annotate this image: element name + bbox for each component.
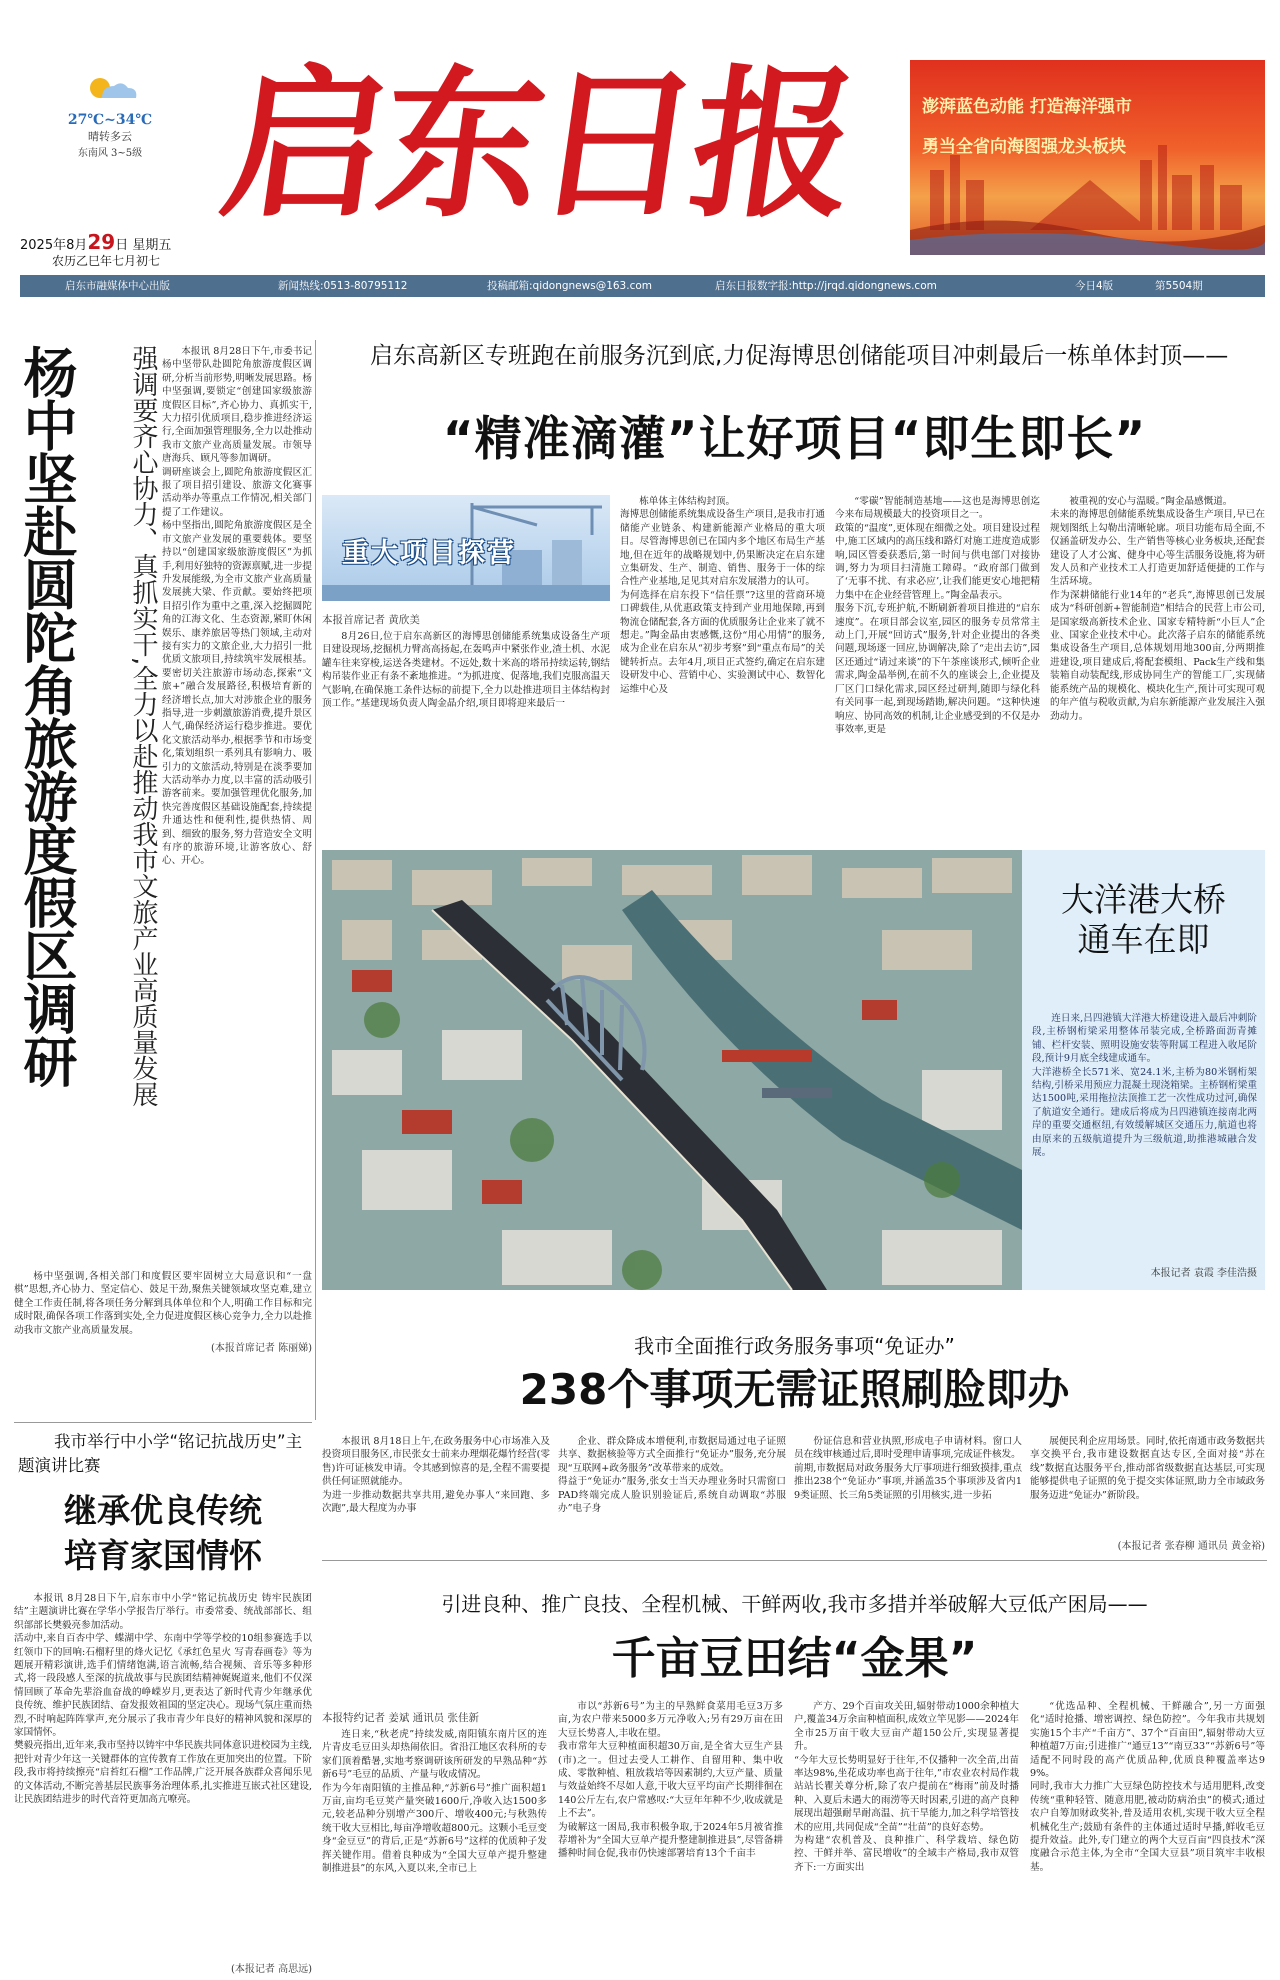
main-col-4-text: 被重视的安心与温暖。”陶金晶感慨道。 未来的海博思创储能系统集成设备生产项目,早已在规划图纸上勾勒出清晰轮廓。项目功能布局全面,不仅涵盖研发办公、生产销售等核心业务板块,还配套建设了人才公寓、健身中心等生活服务设施,将为研发人员和产业技术工人打造更加舒适便捷的工作与生活环境。 作为深耕储能行业14年的“老兵”,海博思创已发展成为“科研创新+智能制造”相结合的民营上市公司,是国家级高新技术企业、国家专精特新“小巨人”企业、国家企业技术中心。此次落子启东的储能系统集成设备生产项目,总体规划用地300亩,分两期推进建设,项目建成后,将配套模组、Pack生产线和集装箱自动装配线,形成协同生产的智能工厂,实现储能系统产品的规模化、模块化生产,预计可实现可观的年产值与税收贡献,为启东新能源产业发展注入强劲动力。: [1050, 496, 1265, 722]
main-story-title: “精准滴灌”让好项目“即生即长”: [442, 412, 1147, 467]
photo-story-text: 连日来,吕四港镇大洋港大桥建设进入最后冲刺阶段,主桥钢桁梁采用整体吊装完成,全桥路面沥青摊铺、栏杆安装、照明设施安装等附属工程进入收尾阶段,预计9月底全线建成通车。 大洋港桥全长571米、宽24.1米,主桥为80米钢桁架结构,引桥采用预应力混凝土现浇箱梁。主桥钢桁梁重达1500吨,采用拖拉法顶推工艺一次性成功过河,确保了航道安全通行。建成后将成为吕四港镇连接南北两岸的重要交通枢纽,有效缓解城区交通压力,航道也将由原来的五级航道提升为三级航道,助推港城融合发展。: [1032, 1013, 1257, 1159]
ad-line-2: 勇当全省向海图强龙头板块: [922, 137, 1126, 157]
exempt-col-4-text: 展便民利企应用场景。同时,依托南通市政务数据共享交换平台,我市建设数据直达专区,全面对接“苏在线”数据直达服务平台,推动部省级数据直达基层,可实现能够提供电子证照的免于提交实体证照,助力全市域政务服务迈进“免证办”新阶段。: [1030, 1436, 1265, 1501]
photo-byline: 本报记者 袁霞 李佳浩摄: [1150, 1268, 1257, 1279]
exempt-story-kicker: 我市全面推行政务服务事项“免证办”: [634, 1334, 955, 1358]
school-story-byline: (本报记者 高思远): [14, 1960, 312, 1975]
school-story-title-2: 培育家国情怀: [64, 1536, 262, 1575]
publisher: 启东市融媒体中心出版: [65, 280, 170, 292]
school-story-text: 本报讯 8月28日下午,启东市中小学“铭记抗战历史 铸牢民族团结”主题演讲比赛在学华小学报告厅举行。市委常委、统战部部长、组织部部长樊毅亮参加活动。 活动中,来自百杏中学、蝶湖中学、东南中学等学校的10组参赛选手以红领巾下的回响:石榴籽里的烽火记忆《承红色星火 写青春画卷》等为题展开精彩演讲,选手们情绪饱满,语言流畅,结合视频、音乐等多种形式,将一段段感人至深的抗战故事与民族团结精神娓娓道来,他们不仅深情回顾了革命先辈浴血奋战的峥嵘岁月,更表达了新时代青少年继承优良传统、维护民族团结、奋发报效祖国的坚定决心。现场气氛庄重而热烈,不时响起阵阵掌声,充分展示了我市青少年良好的精神风貌和深厚的家国情怀。 樊毅亮指出,近年来,我市坚持以铸牢中华民族共同体意识进校园为主线,把针对青少年这一关键群体的宣传教育工作放在更加突出的位置。下阶段,我市将持续擦亮“启苔红石榴”工作品牌,广泛开展各族群众喜闻乐见的文体活动,不断完善基层民族事务治理体系,扎实推进互嵌式社区建设,让民族团结进步的时代音符更加高亢嘹亮。: [14, 1593, 312, 1806]
main-story-byline: 本报首席记者 黄欣美: [322, 614, 420, 626]
left-story-byline: (本报首席记者 陈丽娣): [211, 1343, 312, 1355]
soy-col-3-text: 产方、29个百亩攻关田,辐射带动1000余种植大户,覆盖34万余亩种植面积,成效立竿见影——2024年全市25万亩干收大豆亩产超150公斤,实现显著提升。 “今年大豆长势明显好于往年,不仅播种一次全苗,出苗率达98%,坐花成功率也高于往年,”市农业农村局作栽站站长瞿关尊分析,除了农户提前在“梅雨”前及时播种、入夏后未遇大的雨涝等天时因素,引进的高产良种展现出超强耐旱耐高温、抗干旱能力,加之科学培管技术的应用,共同促成“全苗”“壮苗”的良好态势。 为构建“农机普及、良种推广、科学栽培、绿色防控、干鲜并举、富民增收”的全域丰产格局,我市双管齐下:一方面实出: [794, 1701, 1019, 1873]
exempt-col-2: [558, 1435, 786, 1553]
date-prefix: 2025年8月: [20, 238, 88, 253]
left-story-title: 杨中坚赴圆陀角旅游度假区调研: [15, 345, 78, 1087]
photo-story-title-1: 大洋港大桥: [1061, 880, 1226, 919]
submit-email: 投稿邮箱:qidongnews@163.com: [487, 280, 653, 292]
left-story-text: 本报讯 8月28日下午,市委书记杨中坚带队赴圆陀角旅游度假区调研,分析当前形势,明晰发展思路。杨中坚强调,要锁定“创建国家级旅游度假区目标”,齐心协力、真抓实干,大力招引优质项目,稳步推进经济运行,全面加强管理服务,全力以赴推动我市文旅产业高质量发展。市领导唐海兵、顾凡等参加调研。 调研座谈会上,圆陀角旅游度假区汇报了项目招引建设、旅游文化赛事活动举办等重点工作情况,相关部门提了工作建议。 杨中坚指出,圆陀角旅游度假区是全市文旅产业发展的重要载体。要坚持以“创建国家级旅游度假区”为抓手,利用好独特的资源禀赋,进一步提升发展能级,为全市文旅产业高质量发展挑大梁、作贡献。要始终把项目招引作为重中之重,深入挖掘圆陀角的江海文化、生态资源,紧盯休闲娱乐、康养旅居等热门领域,主动对接有实力的文旅企业,大力招引一批优质文旅项目,持续筑牢发展根基。要密切关注旅游市场动态,探索“文旅+”融合发展路径,积极培育新的经济增长点,加大对涉旅企业的服务指导,进一步刺激旅游消费,提升景区人气,确保经济运行稳步推进。要优化文旅活动举办,根据季节和市场变化,策划组织一系列具有影响力、吸引力的文旅活动,特别是在淡季要加大活动举办力度,以丰富的活动吸引游客前来。要加强管理优化服务,加快完善度假区基础设施配套,持续提升通达性和便利性,提供热情、周到、细致的服务,努力营造安全文明有序的旅游环境,让游客放心、舒心、开心。: [162, 346, 312, 867]
exempt-col-1-text: 本报讯 8月18日上午,在政务服务中心市场准入及投资项目服务区,市民张女士前来办理烟花爆竹经营(零售)许可证核发申请。令其感到惊喜的是,全程不需要提供任何证照就能办。 为进一步推动数据共享共用,避免办事人“来回跑、多次跑”,最大程度为办事: [322, 1436, 550, 1515]
soy-story-title: 千亩豆田结“金果”: [611, 1633, 978, 1684]
date-suffix: 日 星期五: [115, 238, 172, 253]
left-divider: [315, 340, 316, 1420]
photo-story-body: [1032, 1012, 1257, 1262]
weather-condition: 晴转多云: [88, 130, 132, 143]
main-col-2-text: 栋单体主体结构封顶。 海博思创储能系统集成设备生产项目,是我市打通储能产业链条、构建新能源产业格局的重大项目。尽管海博思创已在国内多个地区布局生产基地,但在近年的战略规划中,仍果断决定在启东建立集研发、生产、制造、销售、服务于一体的综合性产业基地,足见其对启东发展潜力的认可。 为何选择在启东投下“信任票”?这里的营商环境口碑载佳,从优惠政策支持到产业用地保障,再到物流仓储配套,各方面的优质服务让企业来了就不想走。”陶金晶由衷感慨,这份“用心用情”的服务,成为企业在启东从“初步考察”到“重点布局”的关键转折点。去年4月,项目正式签约,确定在启东建设研发中心、营销中心、实验测试中心、数智化运维中心及: [620, 496, 825, 695]
mid-divider: [322, 1560, 1267, 1561]
soy-story-kicker: 引进良种、推广良技、全程机械、干鲜两收,我市多措并举破解大豆低产困局——: [441, 1592, 1148, 1616]
main-col-1: [322, 630, 610, 830]
soy-col-2-text: 市以“苏新6号”为主的早熟鲜食菜用毛豆3万多亩,为农户带来5000多万元净收入;另有29万亩在田大豆长势喜人,丰收在望。 我市常年大豆种植面积超30万亩,是全省大豆生产县(市)之一。但过去受人工耕作、自留用种、集中收成、零散种植、粗放栽培等因素制约,大豆产量、质量与效益始终不尽如人意,干收大豆平均亩产长期徘徊在140公斤左右,农户常感叹:“大豆年年种不少,收成就是上不去”。 为破解这一困局,我市积极争取,于2024年5月被省推荐增补为“全国大豆单产提升整建制推进县”,尽管备耕播种时间仓促,我市仍快速部署培育13个千亩丰: [558, 1701, 783, 1860]
exempt-story-byline: (本报记者 张春柳 通讯员 黄金裕): [1117, 1541, 1265, 1552]
weather-temp: 27℃~34℃: [67, 112, 153, 128]
feature-banner-label: 重大项目探营: [342, 538, 516, 569]
weather-wind: 东南风 3~5级: [77, 148, 143, 159]
soy-col-4-text: “优选品种、全程机械、干鲜融合”,另一方面强化“适时抢播、增密调控、绿色防控”。今年我市共规划实施15个丰产“千亩方”、37个“百亩田”,辐射带动大豆种植超7万亩;引进推广“通豆13”“南豆33”“苏新6号”等适配不同时段的高产优质品种,优质良种覆盖率达99%。 同时,我市大力推广大豆绿色防控技术与适用肥料,改变传统“重种轻管、随意用肥,被动防病治虫”的模式;通过农户自筹加财政奖补,普及适用农机,实现干收大豆全程机械化生产;鼓励有条件的主体通过适时早播,鲜收毛豆提升效益。此外,专门建立的两个大豆百亩“四良技术”深度融合示范主体,为全市“全国大豆县”项目筑牢丰收根基。: [1030, 1701, 1265, 1873]
issue-number: 第5504期: [1155, 280, 1203, 292]
soy-col-2: [558, 1700, 783, 1976]
main-story-kicker: 启东高新区专班跑在前服务沉到底,力促海博思创储能项目冲刺最后一栋单体封顶——: [370, 343, 1229, 369]
main-col-3: [835, 495, 1040, 830]
left-story-body: [162, 345, 312, 1263]
issue-date: [20, 230, 171, 254]
left-story-bottom: [14, 1270, 312, 1354]
left-divider-h: [14, 1422, 312, 1423]
exempt-col-3: [794, 1435, 1022, 1553]
lunar-date: 农历乙巳年七月初七: [52, 254, 161, 268]
left-story-subtitle: 强调要齐心协力、真抓实干,全力以赴推动我市文旅产业高质量发展: [128, 345, 158, 1108]
weather-box: [40, 100, 180, 159]
feature-banner: [322, 495, 610, 601]
soy-col-1-text: 连日来,“秋老虎”持续发威,南阳镇东南片区的连片青皮毛豆田头却热闹依旧。省沿江地区农科所的专家们顶着酷暑,实地考察调研该所研发的早熟品种“苏新6号”毛豆的品质、产量与收成情况。 作为今年南阳镇的主推品种,“苏新6号”推广面积超1万亩,亩均毛豆荚产量突破1600斤,净收入达1500多元,较老品种分别增产300斤、增收400元;与秋熟传统干收大豆相比,每亩净增收超800元。这颗小毛豆变身“金豆豆”的背后,正是“苏新6号”这样的优质种子发挥关键作用。借着良种成为“全国大豆单产提升整建制推进县”的东风,入夏以来,全市已上: [322, 1729, 547, 1875]
exempt-col-4: [1030, 1435, 1265, 1535]
soy-col-4: [1030, 1700, 1265, 1976]
digital-edition[interactable]: 启东日报数字报:http://jrqd.qidongnews.com: [715, 280, 937, 292]
news-hotline: 新闻热线:0513-80795112: [278, 280, 408, 292]
masthead-ad: [910, 60, 1265, 255]
weather-icon: [80, 72, 140, 102]
school-story-body: [14, 1592, 312, 1958]
ad-line-1: 澎湃蓝色动能 打造海洋强市: [922, 97, 1132, 117]
main-col-2: [620, 495, 825, 830]
bridge-photo: [322, 850, 1022, 1290]
main-col-4: [1050, 495, 1265, 830]
cityscape-graphic: [910, 60, 1265, 255]
exempt-col-2-text: 企业、群众降成本增便利,市数据局通过电子证照共享、数据核验等方式全面推行“免证办”服务,充分展现“互联网+政务服务”改革带来的成效。 得益于“免证办”服务,张女士当天办理业务时只需窗口PAD终端完成人脸识别验证后,系统自动调取“苏服办”电子身: [558, 1436, 786, 1515]
school-story-kicker: 我市举行中小学“铭记抗战历史”主题演讲比赛: [18, 1432, 303, 1475]
photo-story-title-2: 通车在即: [1077, 920, 1210, 959]
date-day: 29: [87, 230, 116, 254]
soy-col-1: [322, 1728, 547, 1976]
page-count: 今日4版: [1075, 280, 1114, 292]
exempt-story-title: 238个事项无需证照刷脸即办: [519, 1365, 1070, 1414]
info-bar: [20, 275, 1265, 297]
exempt-col-1: [322, 1435, 550, 1553]
main-col-1-text: 8月26日,位于启东高新区的海博思创储能系统集成设备生产项目建设现场,挖掘机力臂高高扬起,在轰鸣声中紧张作业,渣土机、水泥罐车往来穿梭,运送各类建材。不远处,数十米高的塔吊持续运转,钢结构吊装作业正有条不紊地推进。“为抓进度、促落地,我们克服高温天气影响,在确保施工条件达标的前提下,全力以赴推进项目主体结构封顶工作。”基建现场负责人陶金晶介绍,项目即将迎来最后一: [322, 631, 610, 710]
main-col-3-text: “零碳”智能制造基地——这也是海博思创迄今来布局规模最大的投资项目之一。 政策的“温度”,更体现在细微之处。项目建设过程中,施工区域内的高压线和路灯对施工进度造成影响,园区管委获悉后,第一时间与供电部门对接协调,努力为项目扫清施工障碍。“政府部门做到了‘无事不扰、有求必应’,让我们能更安心地把精力集中在企业经营管理上。”陶金晶表示。 服务下沉,专班护航,不断刷新着项目推进的“启东速度”。在项目部会议室,园区的服务专员常常主动上门,开展“回访式”服务,针对企业提出的各类问题,现场逐一回应,协调解决,除了“走出去访”,园区还通过“请过来谈”的下午茶座谈形式,倾听企业需求,陶金晶举例,在前不久的座谈会上,企业提及厂区门口绿化需求,园区经过研判,随即与绿化科有关同事一起,到现场踏勘,解决问题。“这种快速响应、协同高效的机制,让企业感受到的不仅是办事效率,更是: [835, 496, 1040, 735]
school-story-title-1: 继承优良传统: [64, 1491, 262, 1530]
soy-story-byline: 本报特约记者 姜斌 通讯员 张佳新: [322, 1712, 480, 1724]
exempt-col-3-text: 份证信息和营业执照,形成电子申请材料。窗口人员在线审核通过后,即时受理申请事项,完成证件核发。 前期,市数据局对政务服务大厅事项进行细致摸排,重点推出238个“免证办”事项,并涵盖35个事项涉及省内19类证照、长三角5类证照的引用核实,进一步拓: [794, 1436, 1022, 1501]
soy-col-3: [794, 1700, 1019, 1976]
newspaper-logo: 启东日报: [211, 50, 863, 240]
left-story-bottom-text: 杨中坚强调,各相关部门和度假区要牢固树立大局意识和“一盘棋”思想,齐心协力、坚定信心、鼓足干劲,聚焦关键领域攻坚克难,建立健全工作责任制,将各项任务分解到具体单位和个人,明确工作目标和完成时限,确保各项工作落到实处,全力促进度假区核心竞争力,全力以赴推动我市文旅产业高质量发展。: [14, 1271, 312, 1336]
